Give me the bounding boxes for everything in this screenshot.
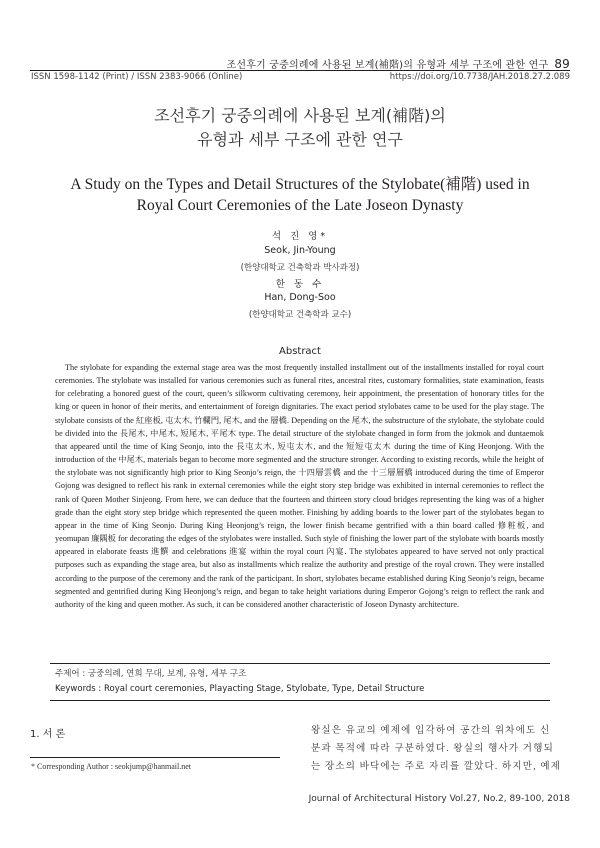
author-1-affiliation: (한양대학교 건축학과 박사과정) [240, 263, 360, 273]
section-heading: 1. 서 론 [30, 729, 66, 740]
keywords-bottom-rule [50, 700, 550, 701]
author-2-korean-name: 한 동 수 [275, 279, 325, 290]
author-2-english-name: Han, Dong-Soo [264, 292, 336, 303]
english-title-line-2: Royal Court Ceremonies of the Late Joseon Dynasty [136, 197, 464, 214]
author-2-affiliation: (한양대학교 건축학과 교수) [248, 310, 352, 320]
journal-footer: Journal of Architectural History Vol.27, No.2, 89-100, 2018 [308, 794, 570, 804]
body-line: 는 장소의 바닥에는 주로 자리를 깔았다. 하지만, 예제 [311, 762, 562, 772]
english-title [40, 174, 560, 216]
issn-line: ISSN 1598-1142 (Print) / ISSN 2383-9066 (Online) [31, 72, 243, 82]
abstract-heading: Abstract [279, 346, 321, 357]
body-line: 왕실은 유교의 예제에 입각하여 공간의 위차에도 신 [311, 726, 551, 736]
page-number: 89 [554, 57, 570, 71]
header-rule [30, 70, 570, 71]
footnote-rule [30, 757, 280, 758]
korean-title-line-2: 유형과 세부 구조에 관한 연구 [197, 130, 403, 149]
corresponding-author-footnote: * Corresponding Author : seokjump@hanmail.net [31, 762, 192, 771]
body-line: 분과 목적에 따라 구분하였다. 왕실의 행사가 거행되 [311, 744, 554, 754]
author-1-english-name: Seok, Jin-Young [264, 245, 336, 256]
abstract-body: The stylobate for expanding the external stage area was the most frequently installed installment out of the installments installed for royal court ceremonies. The stylobate was installed for various ceremonies such as funeral rites, ancestral rites, customary formalities, state examination, feasts for celebrating a honored guest of the court, queen’s silkworm cultivating ceremony, heir appointment, the presentation of honorary titles for the king or queen in honor of their merits, and entertainment of foreign dignitaries. The exact period stylobates came to be used for the play stage. The stylobate consists of the 紅座板, 屯太木, 竹欄門, 尾木, and the 層橋. Depending on the 尾木, the substructure of the stylobate, the stylobate could be divided into the 長尾木, 中尾木, 短尾木, 平尾木 type. The detail structure of the stylobate changed in form from the jokmok and duntaemok that appeared until the time of King Seonjo, into the 長屯太木, 短屯太木, and the 短短屯太木 during the time of King Heonjong. With the introduction of the 中尾木, materials began to become more segmented and the structure stronger. According to existing records, while the height of the stylobate was not significantly high prior to King Seonjo’s reign, the 十四層雲橋 and the 十三層層橋 introduced during the time of Emperor Gojong was designed to reflect his rank in external ceremonies while the eight story step bridge was exhibited in internal ceremonies to reflect the rank of Queen Mother Sinjeong. From here, we can deduce that the fourteen and thirteen story cloud bridges representing the king was of a higher grade than the eight story step bridge which represented the queen mother. Finishing by adding boards to the lower part of the stylobates began to appear in the time of King Seonjo. During King Heonjong’s reign, the lower finish became gentrified with a thin board called 修粧板, and yeomupan 廉隅板 for decorating the edges of the stylobates were installed. Such style of finishing the lower part of the stylobate with boards mostly appeared in elaborate feasts 進饌 and celebrations 進宴 within the royal court 內宴. The stylobates appeared to have served not only practical purposes such as expanding the stage area, but also as installments which realize the authority and prestige of the royal crown. They were installed according to the purpose of the ceremony and the rank of the participant. In short, stylobates became established during King Seonjo’s reign, became segmented and gentrified during King Heonjong’s reign, and began to take height variations during Emperor Gojong’s reign to reflect the rank and authority of the king and queen mother. As such, it can be considered another characteristic of Joseon Dynasty architecture. [55, 363, 544, 609]
author-1-korean-name: 석 진 영* [271, 231, 329, 242]
english-title-line-1: A Study on the Types and Detail Structures of the Stylobate(補階) used in [70, 176, 530, 193]
korean-title [0, 104, 600, 152]
introduction-body [311, 722, 570, 776]
doi-link[interactable]: https://doi.org/10.7738/JAH.2018.27.2.089 [389, 72, 570, 82]
running-title: 조선후기 궁중의례에 사용된 보계(補階)의 유형과 세부 구조에 관한 연구 [226, 60, 549, 71]
korean-title-line-1: 조선후기 궁중의례에 사용된 보계(補階)의 [154, 106, 446, 125]
korean-keywords: 주제어 : 궁중의례, 연희 무대, 보계, 유형, 세부 구조 [55, 669, 247, 679]
running-header [226, 56, 570, 71]
english-keywords: Keywords : Royal court ceremonies, Playacting Stage, Stylobate, Type, Detail Structure [55, 684, 425, 694]
keywords-top-rule [50, 663, 550, 664]
